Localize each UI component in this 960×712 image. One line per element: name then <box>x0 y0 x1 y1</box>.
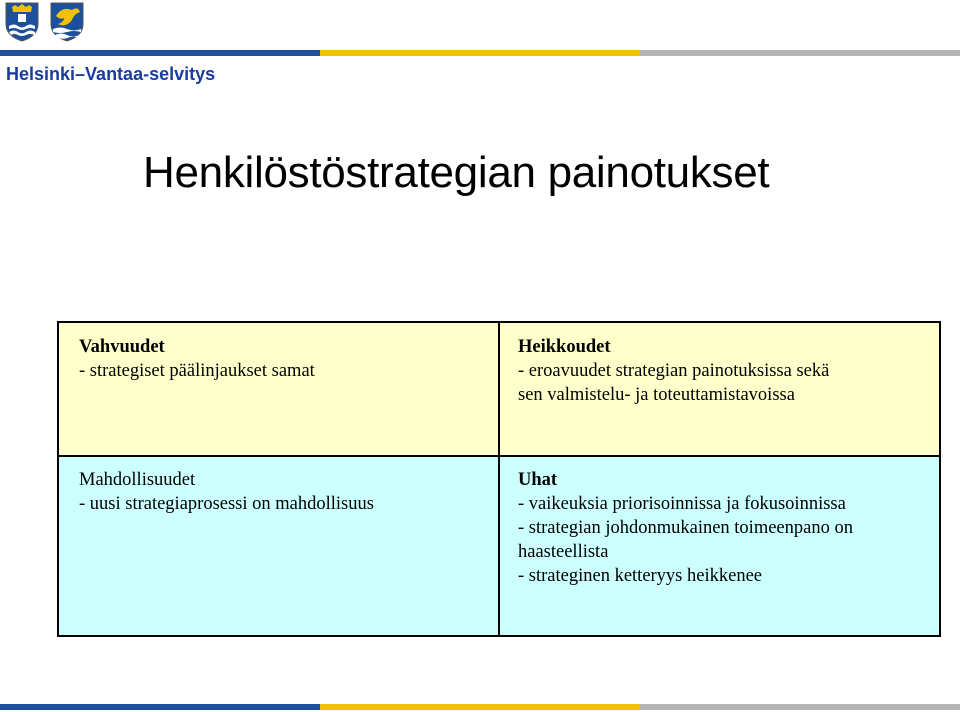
weaknesses-line: sen valmistelu- ja toteuttamistavoissa <box>518 385 795 405</box>
opportunities-cell <box>57 456 499 637</box>
strengths-heading: Vahvuudet <box>79 337 165 357</box>
weaknesses-cell <box>499 321 941 456</box>
threats-line: haasteellista <box>518 542 609 562</box>
vantaa-coat-of-arms-icon <box>50 2 84 42</box>
helsinki-coat-of-arms-icon <box>5 2 39 42</box>
threats-line: - strateginen ketteryys heikkenee <box>518 566 762 586</box>
threats-line: - vaikeuksia priorisoinnissa ja fokusoinnissa <box>518 494 846 514</box>
strengths-line: - strategiset päälinjaukset samat <box>79 361 315 381</box>
presentation-subtitle: Helsinki–Vantaa-selvitys <box>6 64 216 84</box>
opportunities-line: - uusi strategiaprosessi on mahdollisuus <box>79 494 374 514</box>
weaknesses-heading: Heikkoudet <box>518 337 611 357</box>
weaknesses-line: - eroavuudet strategian painotuksissa sekä <box>518 361 830 381</box>
strengths-cell <box>57 321 499 456</box>
swot-table <box>57 321 941 637</box>
bottom-color-bar <box>0 704 960 710</box>
opportunities-heading: Mahdollisuudet <box>79 470 196 490</box>
top-color-bar <box>0 50 960 56</box>
threats-line: - strategian johdonmukainen toimeenpano on <box>518 518 853 538</box>
threats-cell <box>499 456 941 637</box>
threats-heading: Uhat <box>518 470 558 490</box>
page-title: Henkilöstöstrategian painotukset <box>143 148 770 197</box>
